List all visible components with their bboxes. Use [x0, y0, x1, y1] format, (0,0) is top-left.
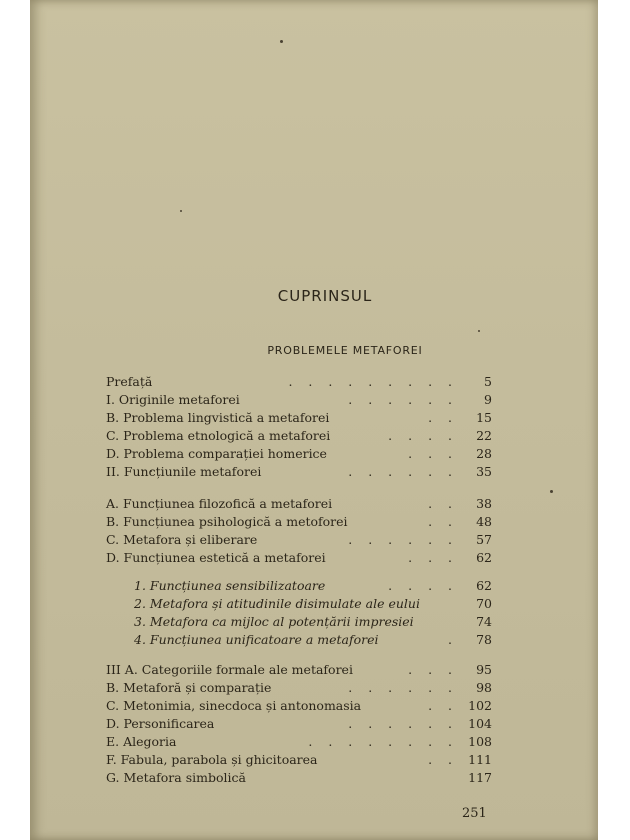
toc-entry-label: 3. Metafora ca mijloc al potențării impresiei: [134, 614, 414, 629]
toc-leader-dots: . . . . . . . . .: [288, 374, 458, 389]
toc-entry-label: B. Problema lingvistică a metaforei: [106, 410, 330, 425]
toc-entry-label: Prefață: [106, 374, 153, 389]
toc-entry: [106, 752, 492, 768]
toc-entry: [106, 496, 492, 512]
page-number: 251: [462, 806, 487, 821]
toc-entry-label: C. Metonimia, sinecdoca și antonomasia: [106, 698, 362, 713]
toc-entry-label: G. Metafora simbolică: [106, 770, 246, 785]
toc-entry-label: E. Alegoria: [106, 734, 177, 749]
section-title: PROBLEMELE METAFOREI: [267, 344, 423, 357]
toc-leader-dots: . .: [428, 410, 458, 425]
toc-entry-label: II. Funcțiunile metaforei: [106, 464, 262, 479]
toc-entry-page: 74: [476, 614, 492, 629]
toc-leader-dots: . . .: [408, 550, 458, 565]
toc-entry-page: 62: [476, 578, 492, 593]
toc-entry: [106, 550, 492, 566]
toc-entry-label: D. Personificarea: [106, 716, 215, 731]
toc-entry: [106, 698, 492, 714]
toc-entry: [106, 514, 492, 530]
toc-entry: [106, 374, 492, 390]
toc-leader-dots: . . . . . . . .: [308, 734, 458, 749]
toc-subentry: [134, 632, 492, 648]
toc-entry-page: 35: [476, 464, 492, 479]
toc-entry: [106, 716, 492, 732]
toc-entry-page: 111: [468, 752, 492, 767]
toc-leader-dots: . . . . . .: [348, 532, 458, 547]
toc-entry-label: C. Problema etnologică a metaforei: [106, 428, 331, 443]
toc-entry-label: 2. Metafora și atitudinile disimulate ale eului: [134, 596, 420, 611]
toc-entry: [106, 770, 492, 786]
toc-leader-dots: . . .: [408, 446, 458, 461]
toc-entry-label: C. Metafora și eliberare: [106, 532, 258, 547]
toc-entry-page: 9: [484, 392, 492, 407]
toc-entry-page: 95: [476, 662, 492, 677]
toc-entry-page: 98: [476, 680, 492, 695]
toc-entry: [106, 410, 492, 426]
toc-leader-dots: . . . .: [388, 578, 458, 593]
toc-leader-dots: . . . .: [388, 428, 458, 443]
toc-entry-page: 28: [476, 446, 492, 461]
toc-subentry: [134, 596, 492, 612]
toc-entry: [106, 392, 492, 408]
toc-leader-dots: . . . . . .: [348, 716, 458, 731]
toc-entry-page: 48: [476, 514, 492, 529]
toc-entry-label: F. Fabula, parabola și ghicitoarea: [106, 752, 318, 767]
toc-entry: [106, 446, 492, 462]
toc-entry-page: 62: [476, 550, 492, 565]
toc-entry-page: 104: [468, 716, 492, 731]
toc-entry-page: 70: [476, 596, 492, 611]
toc-entry-label: 1. Funcțiunea sensibilizatoare: [134, 578, 326, 593]
toc-entry: [106, 662, 492, 678]
toc-entry: [106, 532, 492, 548]
toc-leader-dots: . . . . . .: [348, 680, 458, 695]
toc-leader-dots: . .: [428, 752, 458, 767]
toc-entry-label: 4. Funcțiunea unificatoare a metaforei: [134, 632, 379, 647]
toc-entry: [106, 428, 492, 444]
toc-leader-dots: . . .: [408, 662, 458, 677]
toc-entry-page: 102: [468, 698, 492, 713]
toc-leader-dots: .: [448, 632, 458, 647]
toc-entry-page: 78: [476, 632, 492, 647]
toc-entry: [106, 464, 492, 480]
toc-entry-page: 57: [476, 532, 492, 547]
toc-entry-page: 117: [468, 770, 492, 785]
toc-entry-label: III A. Categoriile formale ale metaforei: [106, 662, 353, 677]
toc-leader-dots: . . . . . .: [348, 464, 458, 479]
toc-entry-page: 38: [476, 496, 492, 511]
toc-leader-dots: . .: [428, 496, 458, 511]
toc-leader-dots: . . . . . .: [348, 392, 458, 407]
toc-entry-label: D. Funcțiunea estetică a metaforei: [106, 550, 326, 565]
toc-entry-label: B. Metaforă și comparație: [106, 680, 272, 695]
toc-entry-page: 108: [468, 734, 492, 749]
toc-entry-page: 22: [476, 428, 492, 443]
toc-subentry: [134, 614, 492, 630]
toc-entry-label: A. Funcțiunea filozofică a metaforei: [106, 496, 333, 511]
toc-entry-label: I. Originile metaforei: [106, 392, 240, 407]
toc-entry-label: D. Problema comparației homerice: [106, 446, 327, 461]
toc-subentry: [134, 578, 492, 594]
toc-entry-label: B. Funcțiunea psihologică a metoforei: [106, 514, 348, 529]
toc-entry: [106, 734, 492, 750]
toc-entry-page: 5: [484, 374, 492, 389]
toc-entry-page: 15: [476, 410, 492, 425]
toc-leader-dots: . .: [428, 698, 458, 713]
toc-entry: [106, 680, 492, 696]
contents-title: CUPRINSUL: [277, 287, 373, 305]
toc-leader-dots: . .: [428, 514, 458, 529]
